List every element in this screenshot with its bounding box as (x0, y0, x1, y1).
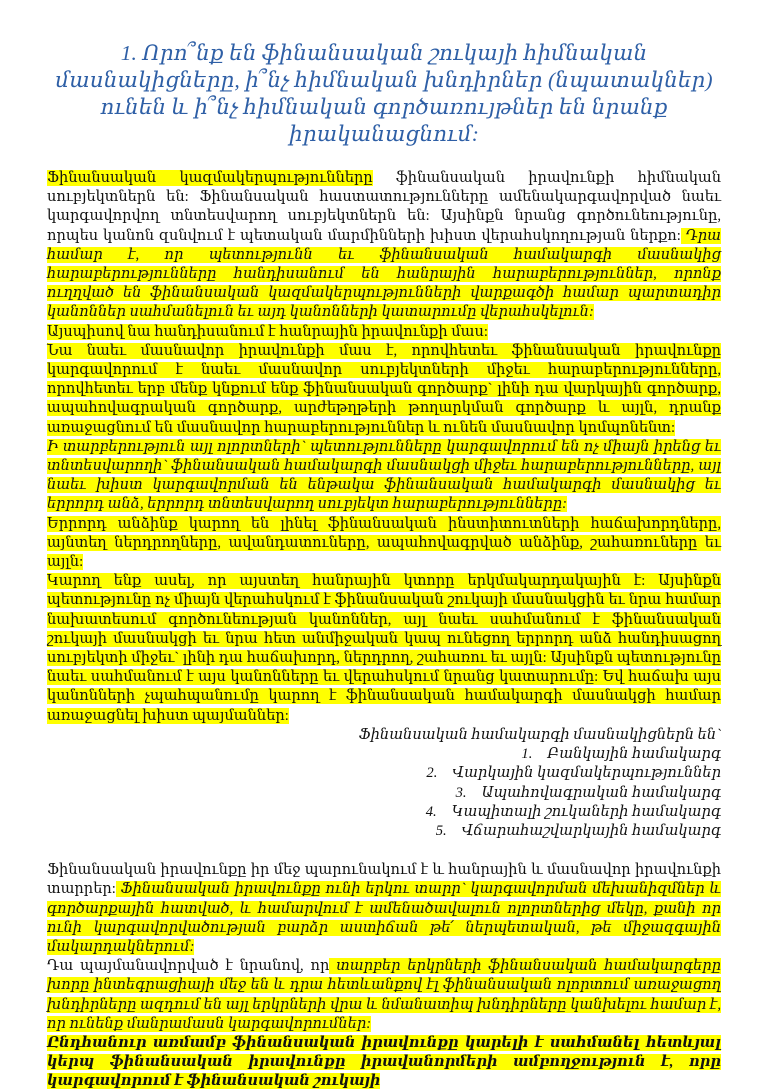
paragraph-elements (47, 861, 721, 957)
paragraph-definition-clip (47, 1034, 721, 1090)
highlighted-italic-text: տարբեր երկրների ֆինանսական համակարգերը խորը ինտեգրացիայի մեջ են և դրա հետևանքով էլ ֆինանսական ոլորտում առաջացող խնդիրները ազդում են այլ երկրների վրա և նմանատիպ խնդիրները կանխելու համար է, որ ունենք մանրամասն կարգավորումներ: (47, 958, 721, 1032)
paragraph-public-law (47, 323, 721, 342)
paragraph-text: Ֆինանսական իրավունքը իր մեջ պարունակում է և հանրային և մասնավոր իրավունքի տարրեր: (47, 862, 721, 898)
question-heading: 1. Որո՞նք են ֆինանսական շուկայի հիմնական մասնակիցները, ի՞նչ հիմնական խնդիրներ (նպատակներ) ունեն և ի՞նչ հիմնական գործառույթներ են նրանք իրականացնում: (55, 41, 713, 146)
highlighted-italic-text: Ֆինանսական իրավունքը ունի երկու տարր` կարգավորման մեխանիզմներ և գործարքային հատված, և համարվում է ամենածավալուն ոլորտներից մեկը, քանի որ ունի կարգավորվածության բարձր աստիճան թե՛ ներպետական, թե միջազգային մակարդակներում: (47, 881, 721, 955)
highlighted-text: Կարող ենք ասել, որ այստեղ հանրային կտորը երկմակարդակային է: Այսինքն պետությունը ոչ միայն վերահսկում է ֆինանսական շուկայի մասնակցին եւ նրա համար նախատեսում գործունեության կանոններ, այլ նաեւ սահմանում է ֆինանսական շուկայի մասնակցի եւ նրա հետ անմիջական կապ ունեցող երրորդ անձ հանդիսացող սուբյեկտի միջեւ` լինի դա հաճախորդ, ներդրող, շահառու եւ այլն: Այսինքն պետությունը նաեւ սահմանում է այս կանոնները եւ վերահսկում նրանց կատարումը: Եվ հաճախ այս կանոնների չպահպանումը կարող է ֆինանսական համակարգի մասնակցի համար առաջացնել խիստ պայմաններ: (47, 573, 721, 724)
paragraph-text: ֆինանսական իրավունքի հիմնական սուբյեկտներն են: Ֆինանսական հաստատությունները ամենակարգավորված նաեւ կարգավորվող տնտեսվարող սուբյեկտներն են: Այսինքն նրանց գործունեությունը, որպես կանոն զսնվում է պետական մարմինների խիստ վերահսկողության ներքո: (47, 170, 721, 244)
paragraph-third-parties (47, 515, 721, 573)
paragraph-private-law (47, 342, 721, 438)
paragraph-definition (47, 1034, 721, 1092)
list-item: 4. Կապիտալի շուկաների համակարգ (425, 803, 721, 820)
participants-list (47, 726, 721, 841)
highlighted-text: Այսպիսով նա հանդիսանում է հանրային իրավունքի մաս: (47, 323, 488, 340)
highlighted-italic-text: Ի տարբերություն այլ ոլորտների` պետությունները կարգավորում են ոչ միայն իրենց եւ տնտեսվարողի` ֆինանսական համակարգի մասնակցի միջեւ հարաբերությունները, այլ նաեւ խիստ կարգավորման են ենթակա ֆինանսական համակարգի մասնակից եւ երրորդ անձ, երրորդ տնտեսվարող սուբյեկտ հարաբերությունները: (47, 438, 721, 513)
list-item: 2. Վարկային կազմակերպություններ (426, 765, 721, 782)
paragraph-financial-organizations (47, 169, 721, 323)
highlighted-text: Նա նաեւ մասնավոր իրավունքի մաս է, որովհետեւ ֆինանսական իրավունքը կարգավորում է նաեւ մասնավոր սուբյեկտների միջեւ հարաբերությունները, որովհետեւ երբ մենք կնքում ենք ֆինանսական գործարք` լինի դա վարկային գործարք, ապահովագրական գործարք, արժեթղթերի թողարկման գործարք և այլն, դրանք առաջացնում են մասնավոր հարաբերություններ և ունեն մասնավոր կոմպոնենտ: (47, 342, 721, 436)
paragraph-regulation (47, 438, 721, 515)
list-item: 1. Բանկային համակարգ (521, 746, 721, 763)
list-item: 3. Ապահովագրական համակարգ (455, 784, 721, 801)
paragraph-two-level (47, 572, 721, 726)
highlighted-bold-italic-text: Ընդհանուր առմամբ ֆինանսական իրավունքը կարելի է սահմանել հետևյալ կերպ ֆինանսական իրավունքը իրավանորմերի ամբողջություն է, որը կարգավորում է ֆինանսական շուկայի (47, 1034, 721, 1090)
paragraph-text: Դա պայմանավորված է նրանով, որ (47, 958, 330, 975)
highlighted-text: Երրորդ անձինք կարող են լինել ֆինանսական ինստիտուտների հաճախորդները, այնտեղ ներդրողները, ավանդատուները, ապահովագրված անձինք, շահառուները եւ այլն: (47, 515, 721, 571)
highlighted-italic-text: Դրա համար է, որ պետությունն եւ ֆինանսական համակարգի մասնակից հարաբերությունները հանդիսանում են հանրային հարաբերություններ, որոնք ուղղված են ֆինանսական կազմակերպությունների վարքագծի համար պարտադիր կանոններ սահմանելուն եւ այդ կանոնների կատարումը վերահսկելուն: (47, 227, 721, 321)
paragraph-integration (47, 957, 721, 1034)
highlighted-term: Ֆինանսական կազմակերպությունները (47, 170, 373, 186)
list-intro: Ֆինանսական համակարգի մասնակիցներն են` (358, 726, 721, 743)
list-item: 5. Վճարահաշվարկային համակարգ (435, 822, 721, 839)
spacer (47, 841, 721, 861)
